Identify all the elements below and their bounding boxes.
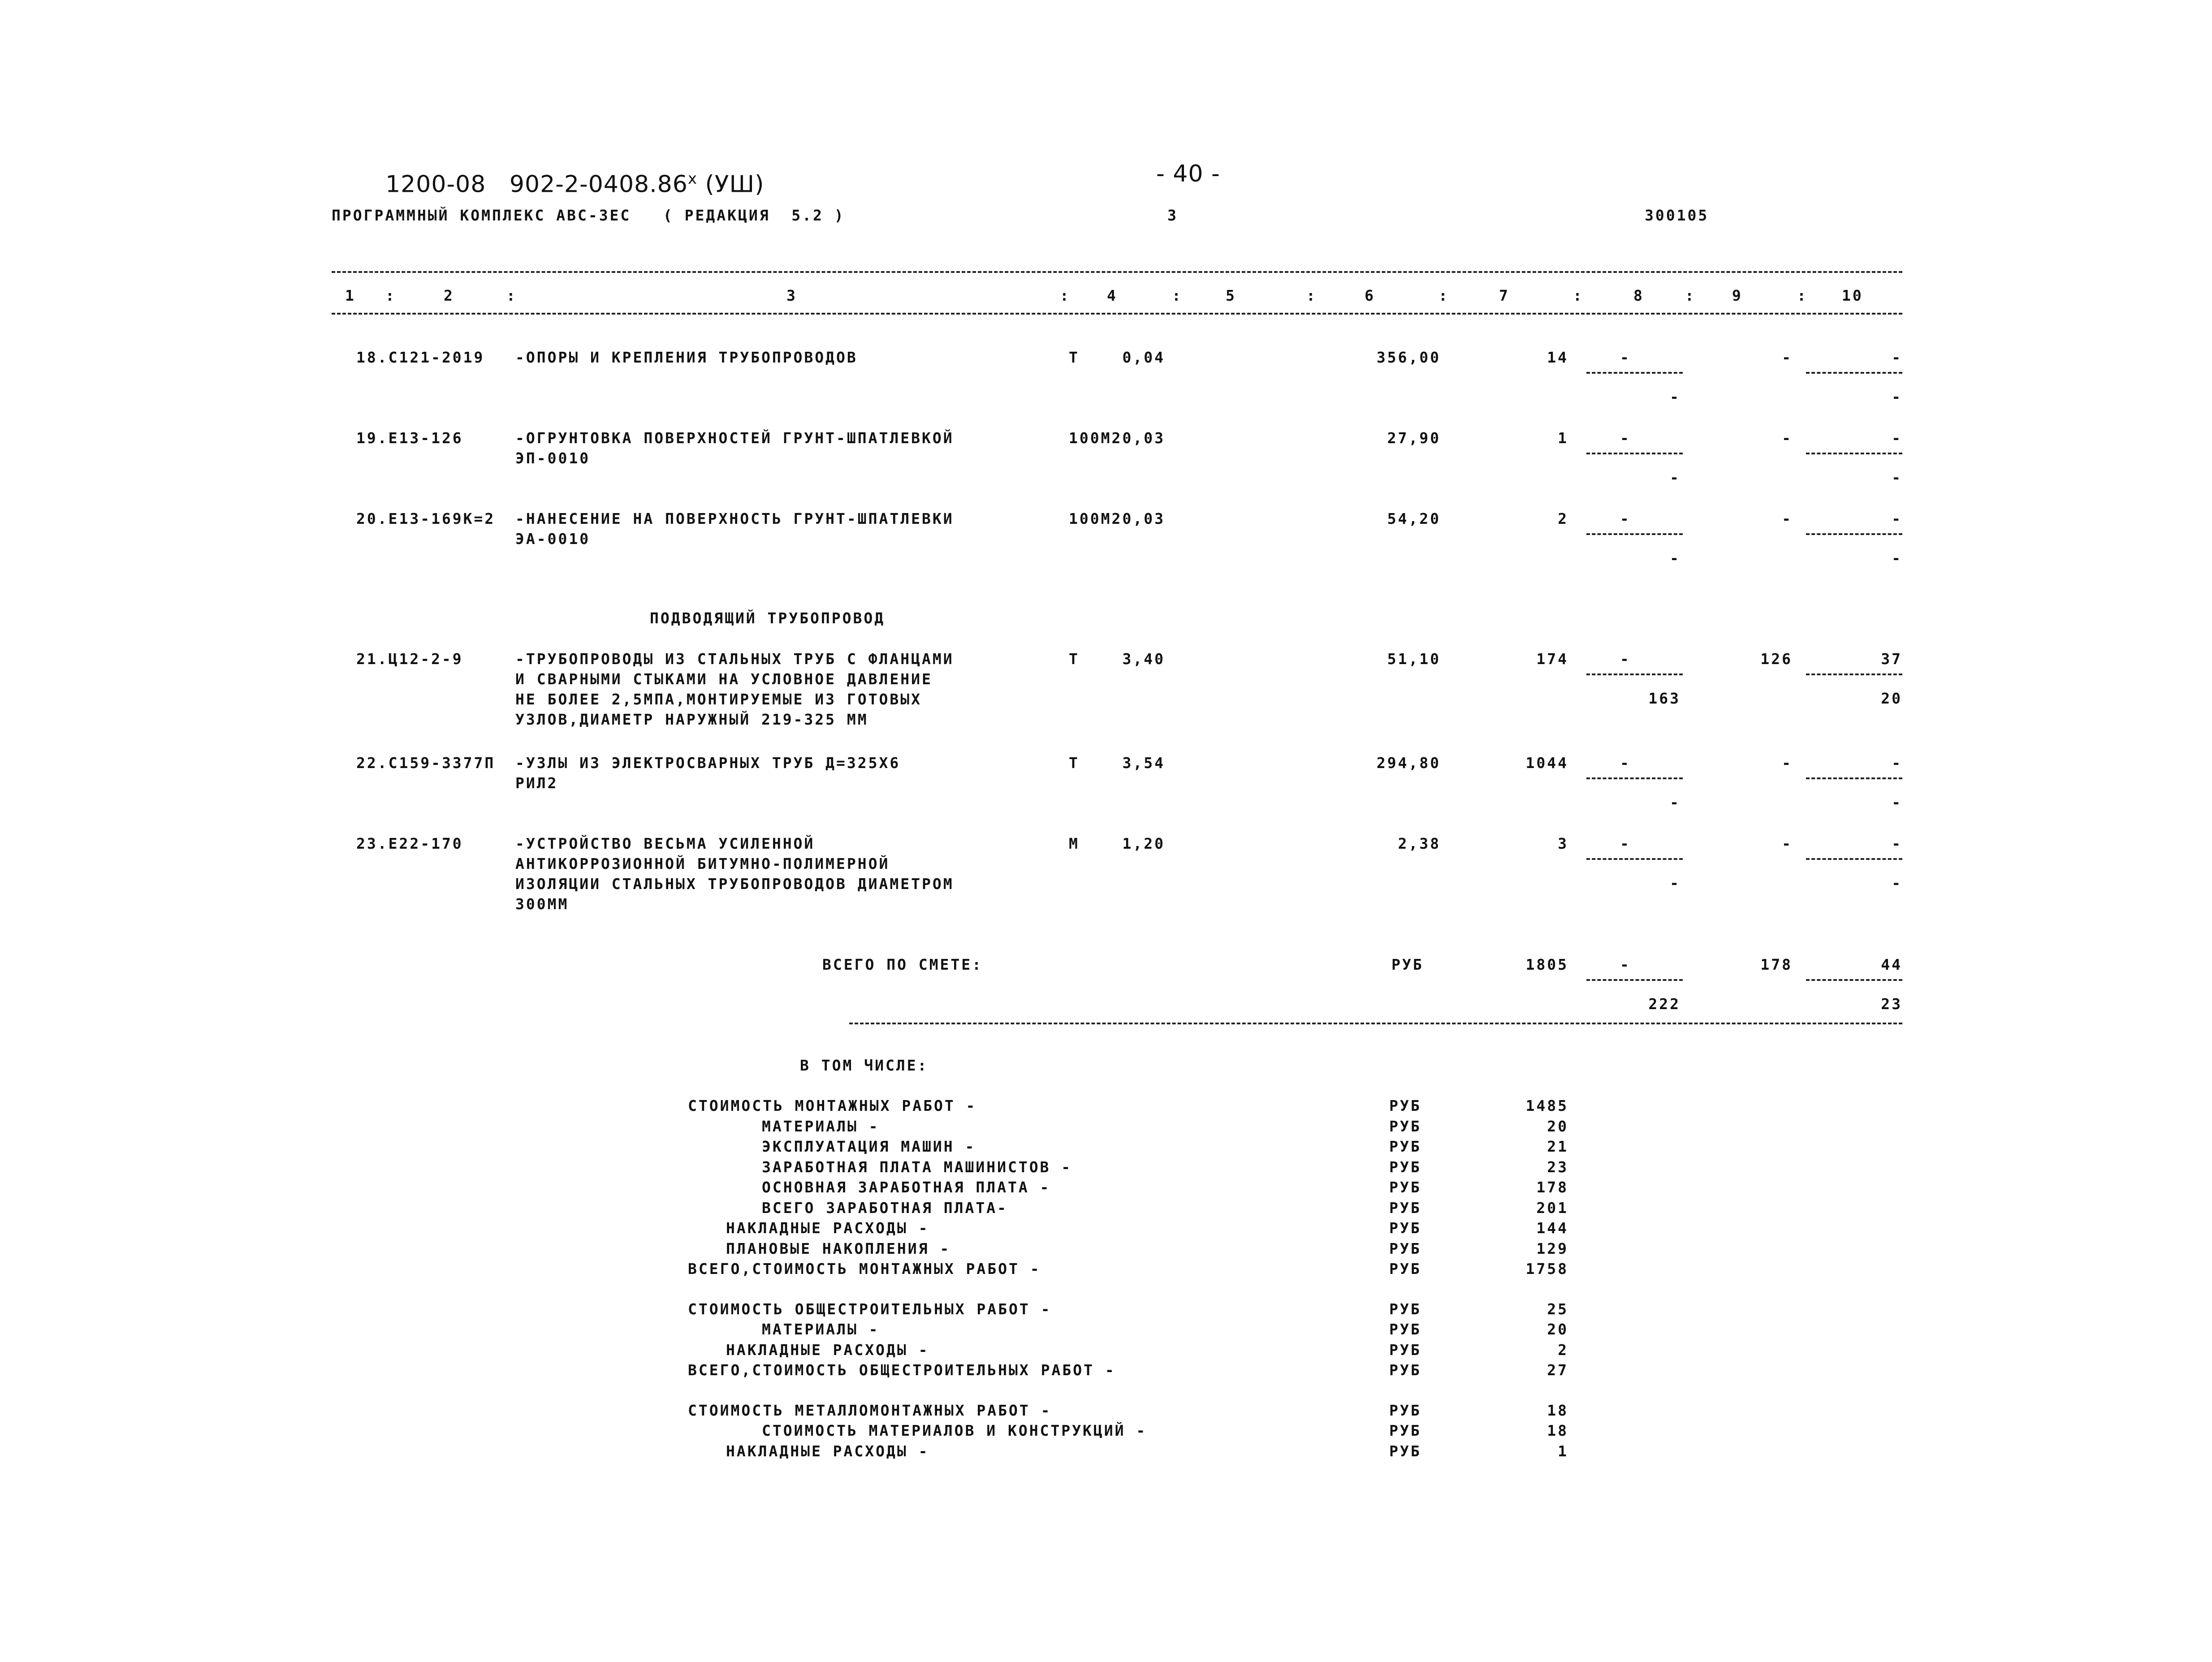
row-col8-rule	[1586, 533, 1683, 535]
row-col10-second: -	[1892, 469, 1902, 486]
column-number: 4	[1107, 287, 1118, 304]
breakdown-label: СТОИМОСТЬ МЕТАЛЛОМОНТАЖНЫХ РАБОТ -	[688, 1401, 1052, 1419]
row-quantity: 0,03	[1122, 510, 1165, 527]
column-number: 5	[1226, 287, 1236, 304]
row-col9: -	[1782, 429, 1793, 447]
breakdown-value: 25	[1547, 1300, 1568, 1318]
total-col8: -	[1620, 956, 1631, 973]
breakdown-label: ОСНОВНАЯ ЗАРАБОТНАЯ ПЛАТА -	[762, 1179, 1051, 1196]
breakdown-label: СТОИМОСТЬ ОБЩЕСТРОИТЕЛЬНЫХ РАБОТ -	[688, 1300, 1052, 1318]
header-bottom-rule	[332, 313, 1902, 315]
row-price: 54,20	[1387, 510, 1441, 527]
row-col10-second: -	[1892, 794, 1902, 811]
row-col8: -	[1620, 349, 1631, 366]
row-quantity: 1,20	[1122, 835, 1165, 852]
row-total: 14	[1547, 349, 1568, 366]
row-description: 300ММ	[515, 895, 569, 913]
breakdown-unit: РУБ	[1389, 1117, 1421, 1135]
total-col8-second: 222	[1648, 995, 1681, 1013]
row-quantity: 3,40	[1122, 650, 1165, 668]
column-number: 1	[345, 287, 356, 304]
row-unit: Т	[1069, 650, 1080, 668]
including-label: В ТОМ ЧИСЛЕ:	[800, 1057, 929, 1074]
breakdown-label: СТОИМОСТЬ МОНТАЖНЫХ РАБОТ -	[688, 1097, 977, 1114]
sheet-number: 3	[1167, 207, 1178, 224]
row-col9: 126	[1760, 650, 1793, 668]
breakdown-value: 1758	[1525, 1260, 1568, 1278]
breakdown-label: ВСЕГО,СТОИМОСТЬ МОНТАЖНЫХ РАБОТ -	[688, 1260, 1041, 1278]
header-top-rule	[332, 271, 1902, 273]
row-unit: 100М2	[1069, 429, 1123, 447]
row-number: 22.С159-3377П	[356, 754, 496, 772]
row-unit: Т	[1069, 754, 1080, 772]
total-col10-second: 23	[1881, 995, 1902, 1013]
breakdown-unit: РУБ	[1389, 1138, 1421, 1155]
column-separator: :	[1797, 287, 1808, 304]
row-total: 3	[1558, 835, 1568, 852]
row-col10: -	[1892, 754, 1902, 772]
breakdown-label: СТОИМОСТЬ МАТЕРИАЛОВ И КОНСТРУКЦИЙ -	[762, 1422, 1147, 1439]
breakdown-unit: РУБ	[1389, 1361, 1421, 1379]
document-code-superscript: x	[687, 170, 697, 188]
document-code-main: 1200-08 902-2-0408.86	[385, 171, 688, 198]
breakdown-label: ВСЕГО,СТОИМОСТЬ ОБЩЕСТРОИТЕЛЬНЫХ РАБОТ -	[688, 1361, 1116, 1379]
breakdown-unit: РУБ	[1389, 1321, 1421, 1338]
breakdown-unit: РУБ	[1389, 1179, 1421, 1196]
column-separator: :	[1060, 287, 1071, 304]
breakdown-unit: РУБ	[1389, 1442, 1421, 1460]
row-col8: -	[1620, 429, 1631, 447]
column-separator: :	[1172, 287, 1183, 304]
breakdown-unit: РУБ	[1389, 1401, 1421, 1419]
row-col8: -	[1620, 510, 1631, 527]
total-col8-rule	[1586, 979, 1683, 981]
row-description: -УСТРОЙСТВО ВЕСЬМА УСИЛЕННОЙ	[515, 835, 815, 852]
column-number: 2	[444, 287, 454, 304]
row-col8-rule	[1586, 453, 1683, 454]
breakdown-value: 23	[1547, 1158, 1568, 1176]
row-number: 23.Е22-170	[356, 835, 463, 852]
column-number: 8	[1633, 287, 1644, 304]
row-description: УЗЛОВ,ДИАМЕТР НАРУЖНЫЙ 219-325 ММ	[515, 711, 868, 728]
row-price: 51,10	[1387, 650, 1441, 668]
breakdown-unit: РУБ	[1389, 1219, 1421, 1237]
breakdown-value: 18	[1547, 1422, 1568, 1439]
total-col10: 44	[1881, 956, 1902, 973]
row-description: ЭП-0010	[515, 449, 591, 467]
row-col10-rule	[1806, 673, 1902, 675]
row-col8-second: 163	[1648, 690, 1681, 707]
row-col10-second: -	[1892, 549, 1902, 567]
breakdown-label: ЗАРАБОТНАЯ ПЛАТА МАШИНИСТОВ -	[762, 1158, 1072, 1176]
row-col10-second: 20	[1881, 690, 1902, 707]
column-separator: :	[385, 287, 396, 304]
row-number: 18.С121-2019	[356, 349, 485, 366]
breakdown-value: 201	[1536, 1199, 1568, 1217]
row-unit: 100М2	[1069, 510, 1123, 527]
row-col8-second: -	[1670, 794, 1681, 811]
row-col8-second: -	[1670, 549, 1681, 567]
row-col8-second: -	[1670, 469, 1681, 486]
total-col10-rule	[1806, 979, 1902, 981]
row-quantity: 3,54	[1122, 754, 1165, 772]
document-code	[370, 148, 765, 198]
column-separator: :	[1685, 287, 1696, 304]
row-total: 1	[1558, 429, 1568, 447]
row-col8: -	[1620, 754, 1631, 772]
breakdown-unit: РУБ	[1389, 1300, 1421, 1318]
breakdown-label: НАКЛАДНЫЕ РАСХОДЫ -	[726, 1219, 929, 1237]
row-col10-second: -	[1892, 874, 1902, 892]
row-col8-rule	[1586, 372, 1683, 374]
row-col10-second: -	[1892, 388, 1902, 406]
row-description: -НАНЕСЕНИЕ НА ПОВЕРХНОСТЬ ГРУНТ-ШПАТЛЕВКИ	[515, 510, 954, 527]
breakdown-value: 144	[1536, 1219, 1568, 1237]
row-col10: -	[1892, 835, 1902, 852]
column-separator: :	[1439, 287, 1449, 304]
breakdown-label: МАТЕРИАЛЫ -	[762, 1321, 880, 1338]
row-col10: -	[1892, 349, 1902, 366]
breakdown-value: 27	[1547, 1361, 1568, 1379]
row-col9: -	[1782, 349, 1793, 366]
document-code-suffix: (УШ)	[697, 171, 765, 198]
row-col10: -	[1892, 510, 1902, 527]
row-description: НЕ БОЛЕЕ 2,5МПА,МОНТИРУЕМЫЕ ИЗ ГОТОВЫХ	[515, 691, 922, 708]
breakdown-value: 18	[1547, 1401, 1568, 1419]
row-col8-second: -	[1670, 388, 1681, 406]
row-col9: -	[1782, 754, 1793, 772]
row-total: 174	[1536, 650, 1568, 668]
row-col8-rule	[1586, 858, 1683, 860]
breakdown-value: 1	[1558, 1442, 1568, 1460]
row-price: 27,90	[1387, 429, 1441, 447]
row-col10: -	[1892, 429, 1902, 447]
column-separator: :	[506, 287, 517, 304]
total-col9: 178	[1760, 956, 1793, 973]
page-number: - 40 -	[1156, 160, 1220, 187]
row-description: РИЛ2	[515, 774, 558, 792]
row-col8: -	[1620, 650, 1631, 668]
row-col10: 37	[1881, 650, 1902, 668]
row-price: 356,00	[1376, 349, 1441, 366]
row-number: 19.Е13-126	[356, 429, 463, 447]
row-description: -УЗЛЫ ИЗ ЭЛЕКТРОСВАРНЫХ ТРУБ Д=325Х6	[515, 754, 901, 772]
breakdown-unit: РУБ	[1389, 1341, 1421, 1359]
row-total: 1044	[1525, 754, 1568, 772]
row-unit: М	[1069, 835, 1080, 852]
row-description: ЭА-0010	[515, 530, 591, 548]
row-quantity: 0,03	[1122, 429, 1165, 447]
total-rule	[849, 1023, 1902, 1024]
row-description: ИЗОЛЯЦИИ СТАЛЬНЫХ ТРУБОПРОВОДОВ ДИАМЕТРОМ	[515, 875, 954, 893]
column-number: 6	[1365, 287, 1375, 304]
total-label: ВСЕГО ПО СМЕТЕ:	[822, 956, 983, 973]
breakdown-value: 1485	[1525, 1097, 1568, 1114]
row-col10-rule	[1806, 533, 1902, 535]
breakdown-value: 178	[1536, 1179, 1568, 1196]
row-number: 21.Ц12-2-9	[356, 650, 463, 668]
breakdown-unit: РУБ	[1389, 1260, 1421, 1278]
row-col10-rule	[1806, 858, 1902, 860]
total-unit: РУБ	[1391, 956, 1424, 973]
section-title: ПОДВОДЯЩИЙ ТРУБОПРОВОД	[650, 609, 886, 627]
row-col8-rule	[1586, 673, 1683, 675]
column-number: 7	[1499, 287, 1510, 304]
breakdown-label: ПЛАНОВЫЕ НАКОПЛЕНИЯ -	[726, 1239, 951, 1257]
row-col8-second: -	[1670, 874, 1681, 892]
column-separator: :	[1573, 287, 1584, 304]
row-col9: -	[1782, 510, 1793, 527]
breakdown-unit: РУБ	[1389, 1199, 1421, 1217]
row-description: АНТИКОРРОЗИОННОЙ БИТУМНО-ПОЛИМЕРНОЙ	[515, 855, 890, 872]
breakdown-label: НАКЛАДНЫЕ РАСХОДЫ -	[726, 1341, 929, 1359]
row-price: 294,80	[1376, 754, 1441, 772]
breakdown-value: 129	[1536, 1239, 1568, 1257]
row-description: И СВАРНЫМИ СТЫКАМИ НА УСЛОВНОЕ ДАВЛЕНИЕ	[515, 670, 933, 688]
row-col10-rule	[1806, 453, 1902, 454]
breakdown-unit: РУБ	[1389, 1158, 1421, 1176]
row-description: -ОГРУНТОВКА ПОВЕРХНОСТЕЙ ГРУНТ-ШПАТЛЕВКОЙ	[515, 429, 954, 447]
row-price: 2,38	[1398, 835, 1441, 852]
breakdown-label: МАТЕРИАЛЫ -	[762, 1117, 880, 1135]
breakdown-unit: РУБ	[1389, 1097, 1421, 1114]
row-description: -ТРУБОПРОВОДЫ ИЗ СТАЛЬНЫХ ТРУБ С ФЛАНЦАМИ	[515, 650, 954, 668]
column-number: 9	[1732, 287, 1743, 304]
row-col10-rule	[1806, 372, 1902, 374]
row-col9: -	[1782, 835, 1793, 852]
breakdown-value: 2	[1558, 1341, 1568, 1359]
row-col10-rule	[1806, 777, 1902, 779]
column-number: 10	[1842, 287, 1863, 304]
row-quantity: 0,04	[1122, 349, 1165, 366]
row-unit: Т	[1069, 349, 1080, 366]
breakdown-unit: РУБ	[1389, 1239, 1421, 1257]
total-value: 1805	[1525, 956, 1568, 973]
breakdown-value: 21	[1547, 1138, 1568, 1155]
row-col8-rule	[1586, 777, 1683, 779]
document-number: 300105	[1645, 207, 1709, 224]
breakdown-value: 20	[1547, 1117, 1568, 1135]
breakdown-label: ВСЕГО ЗАРАБОТНАЯ ПЛАТА-	[762, 1199, 1008, 1217]
breakdown-label: ЭКСПЛУАТАЦИЯ МАШИН -	[762, 1138, 976, 1155]
breakdown-label: НАКЛАДНЫЕ РАСХОДЫ -	[726, 1442, 929, 1460]
breakdown-value: 20	[1547, 1321, 1568, 1338]
row-description: -ОПОРЫ И КРЕПЛЕНИЯ ТРУБОПРОВОДОВ	[515, 349, 858, 366]
column-separator: :	[1306, 287, 1317, 304]
breakdown-unit: РУБ	[1389, 1422, 1421, 1439]
program-title: ПРОГРАММНЫЙ КОМПЛЕКС АВС-3ЕС ( РЕДАКЦИЯ 5.2 )	[332, 207, 845, 224]
row-number: 20.Е13-169К=2	[356, 510, 496, 527]
row-total: 2	[1558, 510, 1568, 527]
column-number: 3	[786, 287, 797, 304]
row-col8: -	[1620, 835, 1631, 852]
